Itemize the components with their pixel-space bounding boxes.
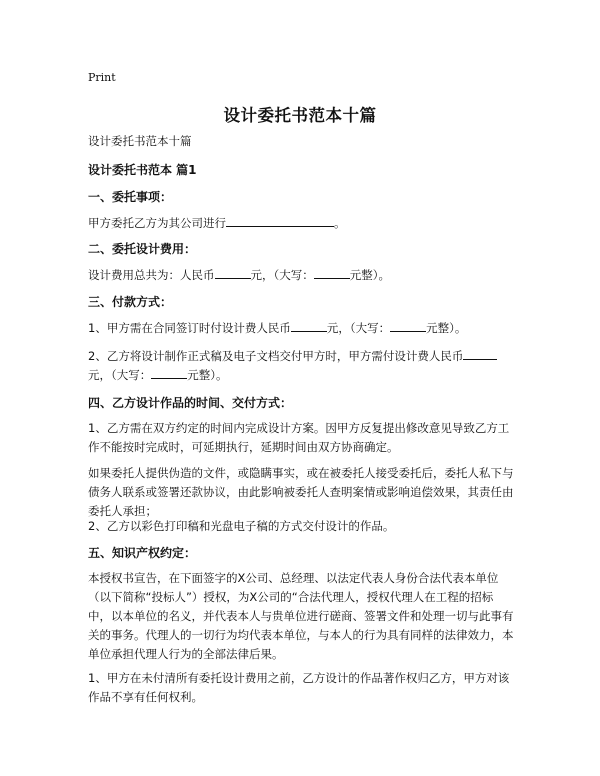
section-heading-5: 五、知识产权约定： — [88, 546, 197, 560]
text: 元整）。 — [426, 321, 467, 335]
text: 设计费用总共为：人民币 — [88, 268, 215, 282]
section-5-paragraph-2: 1、甲方在未付清所有委托设计费用之前，乙方设计的作品著作权归乙方，甲方对该作品不享有任何权利。 — [88, 671, 510, 704]
section-4-paragraph-1: 1、乙方需在双方约定的时间内完成设计方案。因甲方反复提出修改意见导致乙方工作不能按时完成时，可延期执行，延期时间由双方协商确定。 — [88, 421, 510, 454]
section-4-paragraph-3: 2、乙方以彩色打印稿和光盘电子稿的方式交付设计的作品。 — [88, 519, 395, 533]
section-heading-4: 四、乙方设计作品的时间、交付方式： — [88, 396, 293, 410]
text: 甲方委托乙方为其公司进行 — [88, 216, 226, 230]
text: 元，（大写： — [250, 268, 314, 282]
text: 元，（大写： — [326, 321, 391, 335]
blank-line — [151, 366, 187, 379]
section-heading-3: 三、付款方式： — [88, 295, 173, 309]
section-heading-1: 一、委托事项： — [88, 190, 173, 204]
blank-line — [314, 266, 350, 279]
document-subtitle: 设计委托书范本十篇 — [88, 134, 192, 148]
section-3-paragraph-1 — [88, 318, 516, 339]
section-4-paragraph-2: 如果委托人提供伪造的文件，或隐瞒事实，或在被委托人接受委托后，委托人私下与债务人联系或签署还款协议，由此影响被委托人查明案情或影响追偿效果，其责任由委托人承担； — [88, 466, 514, 518]
blank-line — [215, 266, 251, 279]
section-2-paragraph — [88, 265, 516, 286]
text: 。 — [334, 216, 346, 230]
blank-line — [390, 319, 426, 332]
section-5-paragraph-1: 本授权书宣告，在下面签字的X公司、总经理、以法定代表人身份合法代表本单位（以下简称“投标人”）授权，为X公司的“合法代理人，授权代理人在工程的招标中，以本单位的名义，并代表本人与贵单位进行磋商、签署文件和处理一切与此事有关的事务。代理人的一切行为均代表本单位，与本人的行为具有同样的法律效力，本单位承担代理人行为的全部法律后果。 — [88, 571, 514, 661]
section-heading-2: 二、委托设计费用： — [88, 242, 197, 256]
blank-line — [463, 347, 497, 360]
print-link[interactable]: Print — [88, 71, 116, 84]
text: 元整）。 — [349, 268, 390, 282]
section-1-paragraph — [88, 213, 516, 234]
blank-line — [226, 214, 334, 227]
text: 元整）。 — [187, 368, 228, 382]
document-title: 设计委托书范本十篇 — [223, 106, 377, 125]
section-3-paragraph-2 — [88, 347, 516, 385]
blank-line — [291, 319, 327, 332]
text: 元，（大写： — [88, 368, 152, 382]
part-title: 设计委托书范本 篇1 — [88, 163, 197, 177]
text: 2、乙方将设计制作正式稿及电子文档交付甲方时，甲方需付设计费人民币 — [88, 349, 464, 363]
text: 1、甲方需在合同签订时付设计费人民币 — [88, 321, 291, 335]
